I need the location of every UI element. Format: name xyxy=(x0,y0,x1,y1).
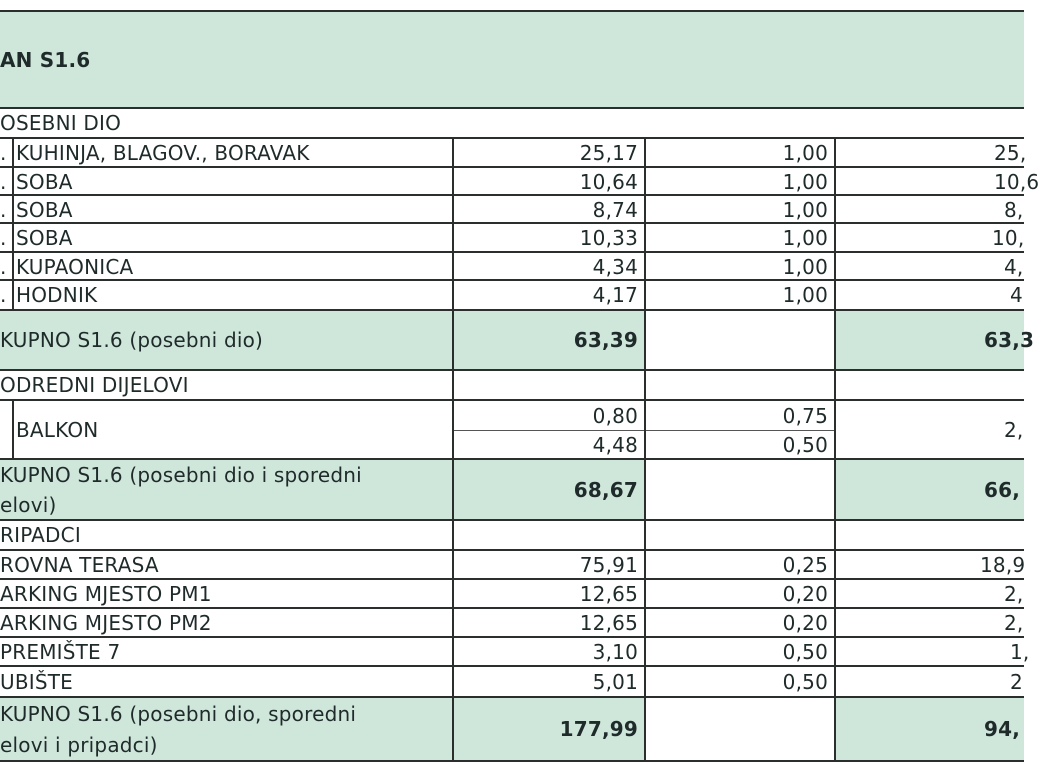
col-rule xyxy=(644,137,646,761)
section-pripadci xyxy=(0,521,1024,549)
area-value: 12,65 xyxy=(579,611,638,635)
table-row xyxy=(0,281,1024,309)
rule xyxy=(0,309,1024,311)
rule xyxy=(0,399,1024,401)
rule xyxy=(0,10,1024,12)
coef-value: 1,00 xyxy=(782,226,828,250)
rule xyxy=(0,222,1024,224)
area-value: 10,33 xyxy=(579,226,638,250)
total-value: 10,6 xyxy=(994,169,1040,194)
area-value: 3,10 xyxy=(592,640,638,664)
section-title: RIPADCI xyxy=(0,523,81,547)
room-name: ROVNA TERASA xyxy=(0,553,159,577)
total-value: 25, xyxy=(994,141,1027,165)
col-rule xyxy=(12,137,14,309)
area-value: 25,17 xyxy=(579,141,638,165)
area-value-1: 0,80 xyxy=(592,403,638,428)
section-title: OSEBNI DIO xyxy=(0,111,122,135)
total-value: 4, xyxy=(1004,254,1024,279)
row-number: . xyxy=(0,226,7,250)
table-row xyxy=(0,253,1024,280)
subtotal-label-line1: KUPNO S1.6 (posebni dio, sporedni xyxy=(0,701,357,726)
subtotal-row-posebni xyxy=(0,311,1035,369)
subtotal-area: 63,39 xyxy=(573,328,638,352)
table-row xyxy=(0,224,1024,252)
area-value: 4,34 xyxy=(592,254,638,279)
col-rule xyxy=(452,137,454,761)
coef-value: 1,00 xyxy=(782,141,828,165)
subtotal-label-line2: elovi i pripadci) xyxy=(0,732,158,757)
subtotal-label-line1: KUPNO S1.6 (posebni dio i sporedni xyxy=(0,463,362,487)
coef-value: 1,00 xyxy=(782,254,828,279)
room-name: ARKING MJESTO PM2 xyxy=(0,611,212,635)
subtotal-label-line2: elovi) xyxy=(0,493,57,517)
rule xyxy=(0,696,1024,698)
rule xyxy=(0,760,1024,762)
rule xyxy=(0,636,1024,638)
section-sporedni xyxy=(0,371,1024,399)
table-row xyxy=(0,580,1024,608)
room-name: ARKING MJESTO PM1 xyxy=(0,582,212,606)
coef-value: 0,20 xyxy=(782,582,828,606)
area-value: 10,64 xyxy=(579,169,638,194)
total-value: 10, xyxy=(992,226,1025,250)
rule xyxy=(0,578,1024,580)
room-name: SOBA xyxy=(16,197,73,222)
rule xyxy=(0,107,1024,109)
subtotal-area: 177,99 xyxy=(559,717,638,741)
room-name: BALKON xyxy=(16,418,99,442)
area-value: 5,01 xyxy=(592,669,638,694)
room-name: SOBA xyxy=(16,226,73,250)
area-value: 4,17 xyxy=(592,283,638,307)
subtotal-row-sporedni xyxy=(0,460,1024,520)
table-row xyxy=(0,551,1024,579)
coef-value: 1,00 xyxy=(782,283,828,307)
coef-value: 0,25 xyxy=(782,553,828,577)
row-number: . xyxy=(0,169,7,194)
rule xyxy=(0,369,1024,371)
rule xyxy=(0,607,1024,609)
area-value: 12,65 xyxy=(579,582,638,606)
rule xyxy=(0,665,1024,667)
area-value: 8,74 xyxy=(592,197,638,222)
rule xyxy=(0,137,1024,139)
total-value: 2, xyxy=(1004,418,1024,442)
area-value-2: 4,48 xyxy=(592,432,638,457)
table-row xyxy=(0,168,1040,195)
rule xyxy=(0,458,1024,460)
table-header xyxy=(0,12,1024,107)
subtotal-total: 66, xyxy=(984,478,1021,502)
coef-value: 0,50 xyxy=(782,669,828,694)
room-name: SOBA xyxy=(16,169,73,194)
page-title: AN S1.6 xyxy=(0,47,91,72)
coef-value: 1,00 xyxy=(782,169,828,194)
rule xyxy=(0,166,1024,168)
rule xyxy=(0,194,1024,196)
table-row xyxy=(0,667,1024,696)
rule xyxy=(0,549,1024,551)
subtotal-total: 94, xyxy=(984,717,1021,741)
rule xyxy=(0,279,1024,281)
room-name: HODNIK xyxy=(16,283,98,307)
room-name: UBIŠTE xyxy=(0,669,74,694)
coef-value: 0,20 xyxy=(782,611,828,635)
total-value: 2, xyxy=(1004,611,1024,635)
table-row xyxy=(0,139,1027,167)
total-value: 1, xyxy=(1010,640,1030,664)
coef-value: 1,00 xyxy=(782,197,828,222)
row-number: . xyxy=(0,254,7,279)
section-title: ODREDNI DIJELOVI xyxy=(0,373,189,397)
coef-value-1: 0,75 xyxy=(782,403,828,428)
total-value: 2 xyxy=(1010,669,1023,694)
room-name: KUPAONICA xyxy=(16,254,134,279)
rule xyxy=(0,251,1024,253)
table-row xyxy=(0,609,1024,637)
room-name: PREMIŠTE 7 xyxy=(0,640,121,664)
row-number: . xyxy=(0,141,7,165)
table-row xyxy=(0,638,1030,666)
subtotal-row-pripadci xyxy=(0,698,1024,760)
coef-value-2: 0,50 xyxy=(782,432,828,457)
row-number: . xyxy=(0,283,7,307)
subtotal-label: KUPNO S1.6 (posebni dio) xyxy=(0,328,264,352)
subtotal-area: 68,67 xyxy=(573,478,638,502)
room-name: KUHINJA, BLAGOV., BORAVAK xyxy=(16,141,310,165)
rule xyxy=(0,519,1024,521)
total-value: 4 xyxy=(1010,283,1023,307)
section-posebni xyxy=(0,109,1024,137)
table-row xyxy=(0,196,1024,223)
col-rule xyxy=(12,399,14,458)
total-value: 8, xyxy=(1004,197,1024,222)
subtotal-total: 63,3 xyxy=(984,328,1035,352)
total-value: 18,9 xyxy=(980,553,1026,577)
total-value: 2, xyxy=(1004,582,1024,606)
col-rule xyxy=(834,137,836,761)
area-value: 75,91 xyxy=(579,553,638,577)
row-number: . xyxy=(0,197,7,222)
coef-value: 0,50 xyxy=(782,640,828,664)
